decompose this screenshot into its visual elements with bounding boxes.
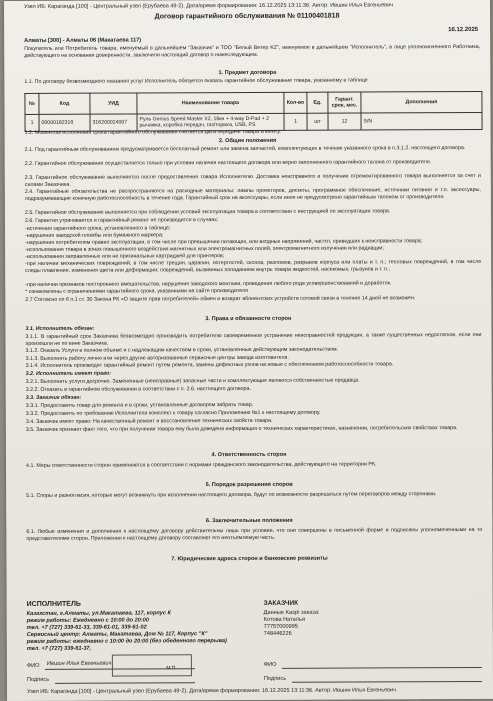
table-cell: 316200024007 <box>90 114 137 131</box>
clause-1-2: 1.2. Моментом исполнения срока гарантийного обслуживания считается дата передачи товара клиенту. <box>24 128 281 136</box>
col-header: № <box>25 93 39 114</box>
clause-2-6-a: -истечения гарантийного срока, установленного в таблице; <box>24 225 171 232</box>
clause-1-1: 1.1. По договору безвозмездного оказания услуг Исполнитель обязуется оказать гарантийное обслуживание товара, указанному в таблице <box>24 77 368 85</box>
table-cell: 0000018231б <box>39 114 90 131</box>
col-header: Код <box>39 93 90 114</box>
clause-3-2-2: 3.2.2. Отказать в гарантийном обслуживании в соответствии с п. 2.6. настоящего договора. <box>25 385 251 393</box>
table-cell: шт <box>307 113 328 130</box>
document-date: 16.12.2025 <box>448 26 479 34</box>
table-cell: S/N <box>361 112 482 130</box>
kaspi-order-label: Данные Kaspi заказа: <box>263 609 320 616</box>
executor-hours: режим работы: Ежедневно с 10:00 до 20:00 <box>26 617 149 624</box>
section-title-6: 6. Заключительные положения <box>205 517 293 525</box>
clause-4-1: 4.1. Меры ответственности сторон применяются в соответствии с нормами гражданского законодательства, действующего на территории РК. <box>26 461 377 469</box>
section-title-5: 5. Порядок разрешения споров <box>205 481 293 489</box>
clause-2-6-b: -нарушения заводской пломбы или бумажного маркера; <box>25 232 164 239</box>
section-title-1: 1. Предмет договора <box>218 69 277 77</box>
clause-3-1-1: 3.1.1. В гарантийный срок Заказчика безвозмездно производить потребителю своевременное устранение неисправностей продукции, а также существенных недостатков, если они произошли не по вине Заказчика. <box>25 331 482 347</box>
executor-fio-value: Ившин Илья Евгеньевич <box>46 660 112 667</box>
customer-sign-label: Подпись <box>263 675 287 682</box>
clause-3-1: 3.1. Исполнитель обязан: <box>25 325 95 332</box>
clause-2-7: 2.7 Согласно пп 6 п.1 ст. 30 Закона РК «О защите прав потребителей» обмен и возврат абонентских устройств сотовой связи в течение 14 дней не возможен. <box>25 295 416 303</box>
executor-sign-line <box>55 682 195 684</box>
executor-heading: ИСПОЛНИТЕЛЬ <box>26 600 81 608</box>
clause-3-2-1: 3.2.1. Выполнить услуги досрочно. Замененные (неисправные) запасные части и комплектующие являются собственностью продавца. <box>25 377 360 385</box>
clause-3-1-2: 3.1.2. Оказать Услуги в полном объеме и с надлежащим качеством в сроки, установленные действующим законодательством. <box>25 346 339 354</box>
clause-2-6-f: -при наличии механических повреждений, в том числе трещин, царапин, потертостей, сколов, разломов, разрывов корпуса или платы и т. п.; тепловых повреждений, в том числе следы плавления, изменения цвета или деформации; повреждений, вызванных попаданием внутрь товара жидкостей, насекомых, грызунов и т. п.; <box>25 258 482 274</box>
customer-fio-line <box>282 667 482 669</box>
col-header: УИД <box>90 93 137 114</box>
customer-phone: 77757000995 <box>263 623 298 630</box>
customer-order-number: 748446226 <box>263 630 292 637</box>
clause-6-1: 6.1. Любые изменения и дополнения к настоящему договору действительны лишь при условии, что они совершены в письменной форме и подписаны уполномоченными на то представителями сторон. Приложения к настоящему договору составляют его неотъемлемую часть. <box>26 526 483 542</box>
section-title-4: 4. Ответственность сторон <box>211 451 287 459</box>
table-cell: Руль Genius Speed Master X2, 16кн + 4-way D-Pad + 2 рычажка, коробка передач, газ/тормоз, USB, PS <box>137 113 284 131</box>
clause-2-4: 2.4. Гарантийные обязательства не распространяются на расходные материалы: лампы проекторов, дискеты, программное обеспечение, источники питания и т.п. аксессуары, подразумевающие конечную работоспособность в течение года. Гарантийный срок на аксессуары, если иное не предусмотрено гарантийным талоном от производителя. <box>24 186 481 202</box>
table-header-row <box>25 91 482 114</box>
executor-fio-label: ФИО <box>26 662 40 669</box>
clause-5-1: 5.1. Споры и разногласия, которые могут возникнуть при исполнении настоящего договора, будут по возможности разрешаться путем переговоров между сторонами. <box>26 491 437 499</box>
executor-sign-label: Подпись <box>26 676 50 683</box>
clause-2-1: 2.1. Под гарантийным обслуживанием предусматривается бесплатный ремонт или замена запчастей, комплектующих в течение указанного срока в п.3.1.2. настоящего договора. <box>24 145 466 153</box>
clause-3-2: 3.2. Исполнитель имеет право: <box>25 370 112 377</box>
contract-page <box>4 0 493 701</box>
col-header: Кол-во <box>284 92 307 113</box>
clause-3-3-1: 3.3.1. Предоставить товар для ремонта и в сроки, установленные договором забрать товар. <box>25 401 254 409</box>
col-header: Наименование товара <box>137 92 284 114</box>
section-title-3: 3. Права и обязанности сторон <box>205 315 292 323</box>
executor-phone: тел. +7 (727) 339-61-33, 339-61-01, 339-61-02 <box>26 624 147 631</box>
clause-3-3-2: 3.3.2. Предоставить по требованию Исполнителя комплект к товару согласно Приложению №1 к настоящему договору. <box>25 409 321 417</box>
preamble: Покупатель или Потребитель товара, именуемый в дальнейшем "Заказчик" и ТОО "Белый Ветер KZ", именуемое в дальнейшем "Исполнитель", в лице уполномоченного Работника, действующего на основании доверенности, заключили настоящий договор о нижеследующем. <box>24 43 481 59</box>
goods-table <box>24 91 482 132</box>
clause-3-1-4: 3.1.4. Исполнитель производит гарантийный ремонт путем ремонта, замены дефектных узлов на новые с обеспечением работоспособности товара. <box>25 361 394 369</box>
service-center-hours: режим работы: ежедневно с 10:00 до 20:00 (без обеденного перерыва) <box>26 638 227 645</box>
customer-details <box>264 609 484 638</box>
clause-3-1-3: 3.1.3. Выполнять работу лично или через другие авторизованные сервисные центры завода изготовителя. <box>25 354 289 362</box>
section-title-2: 2. Общие положения <box>218 137 277 145</box>
clause-2-3: 2.3. Гарантийное обслуживание выполняется после предоставления товара Исполнителю. Доставка неисправного и получение отремонтированного товара выполняется за счет и силами Заказчика. <box>24 172 481 188</box>
clause-2-6-e: -использования заправленных или не оригинальных картриджей для принтеров; <box>25 253 225 260</box>
customer-heading: ЗАКАЗЧИК <box>263 599 299 607</box>
table-cell: 1 <box>25 114 39 131</box>
clause-2-6: 2.6. Гарантия утрачивается и гарантийный ремонт не производится в случаях: <box>24 217 219 224</box>
service-center-address: Сервисный центр: Алматы, Макатаева, Дом № 117, Корпус "К" <box>26 631 208 638</box>
table-cell: 1 <box>284 113 307 130</box>
customer-fio-label: ФИО <box>263 661 277 668</box>
stamp-label: М.П. <box>166 665 177 672</box>
col-header: Гарант. срок, мес. <box>328 92 361 113</box>
stamp-area <box>112 654 192 676</box>
clause-2-note: * ознакомлены с ограничениями гарантийного срока, указанными на сайте производителя <box>25 287 249 295</box>
table-cell: 12 <box>328 113 361 130</box>
clause-3-4: 3.4. Заказчик имеет право: На качественный ремонт и восстановление технических свойств товара. <box>25 417 273 425</box>
system-footer: Узел ИБ: Караганда [100] - Центральный узел (Ерубаева 49-2). Дата/время формирования: 16.12.2025 13:11:36. Автор: Ившин Илья Евгеньевич <box>27 687 397 695</box>
system-header: Узел ИБ: Караганда [100] - Центральный узел (Ерубаева 49-2). Дата/время формирования: 16.12.2025 13:11:36. Автор: Ившин Илья Евгеньевич <box>24 2 394 10</box>
service-center-phone: тел. +7 (727) 339-61-37, <box>26 645 92 652</box>
branch-location: Алматы [300] - Алматы 06 (Макатаева 117) <box>24 37 142 44</box>
section-title-7: 7. Юридические адреса сторон и банковские реквизиты <box>171 555 328 563</box>
clause-2-2: 2.2. Гарантийное обслуживание осуществляется только при условии наличия настоящего договора или верно заполненного гарантийного талона от производителя. <box>24 159 432 167</box>
customer-name: Котова Наталья <box>263 616 305 623</box>
executor-address: Казахстан, г.Алматы, ул.Макатаева, 117, корпус К <box>26 610 172 617</box>
col-header: Дополнения <box>361 91 482 113</box>
customer-sign-line <box>292 681 482 683</box>
clause-2-6-d: -использования товара в зонах повышенного воздействия магнитных или электромагнитных полей, электромагнитного излучения или радиации; <box>25 245 384 253</box>
clause-2-6-g: -при наличии признаков постороннего вмешательства, нарушения заводского монтажа, проведения любого рода усовершенствований и доработок. <box>25 280 392 288</box>
clause-2-5: 2.5. Гарантийное обслуживание выполняется при соблюдении условий эксплуатации товара в соответствии с инструкцией по эксплуатации товара. <box>24 208 391 216</box>
executor-details <box>27 610 257 653</box>
clause-2-6-c: -нарушения потребителем правил эксплуатации, в том числе при превышении питающих, или входных напряжений, частот, приведших к неисправности товара; <box>25 238 423 246</box>
clause-3-3: 3.3. Заказчик обязан: <box>25 394 82 401</box>
col-header: Ед. <box>307 92 328 113</box>
document-title: Договор гарантийного обслуживания № 01100401818 <box>154 12 340 21</box>
clause-3-5: 3.5. Заказчик признает факт того, что при получении товара ему была доведена информация о технических характеристиках, назначении, потребительских свойствах товара. <box>25 425 458 433</box>
